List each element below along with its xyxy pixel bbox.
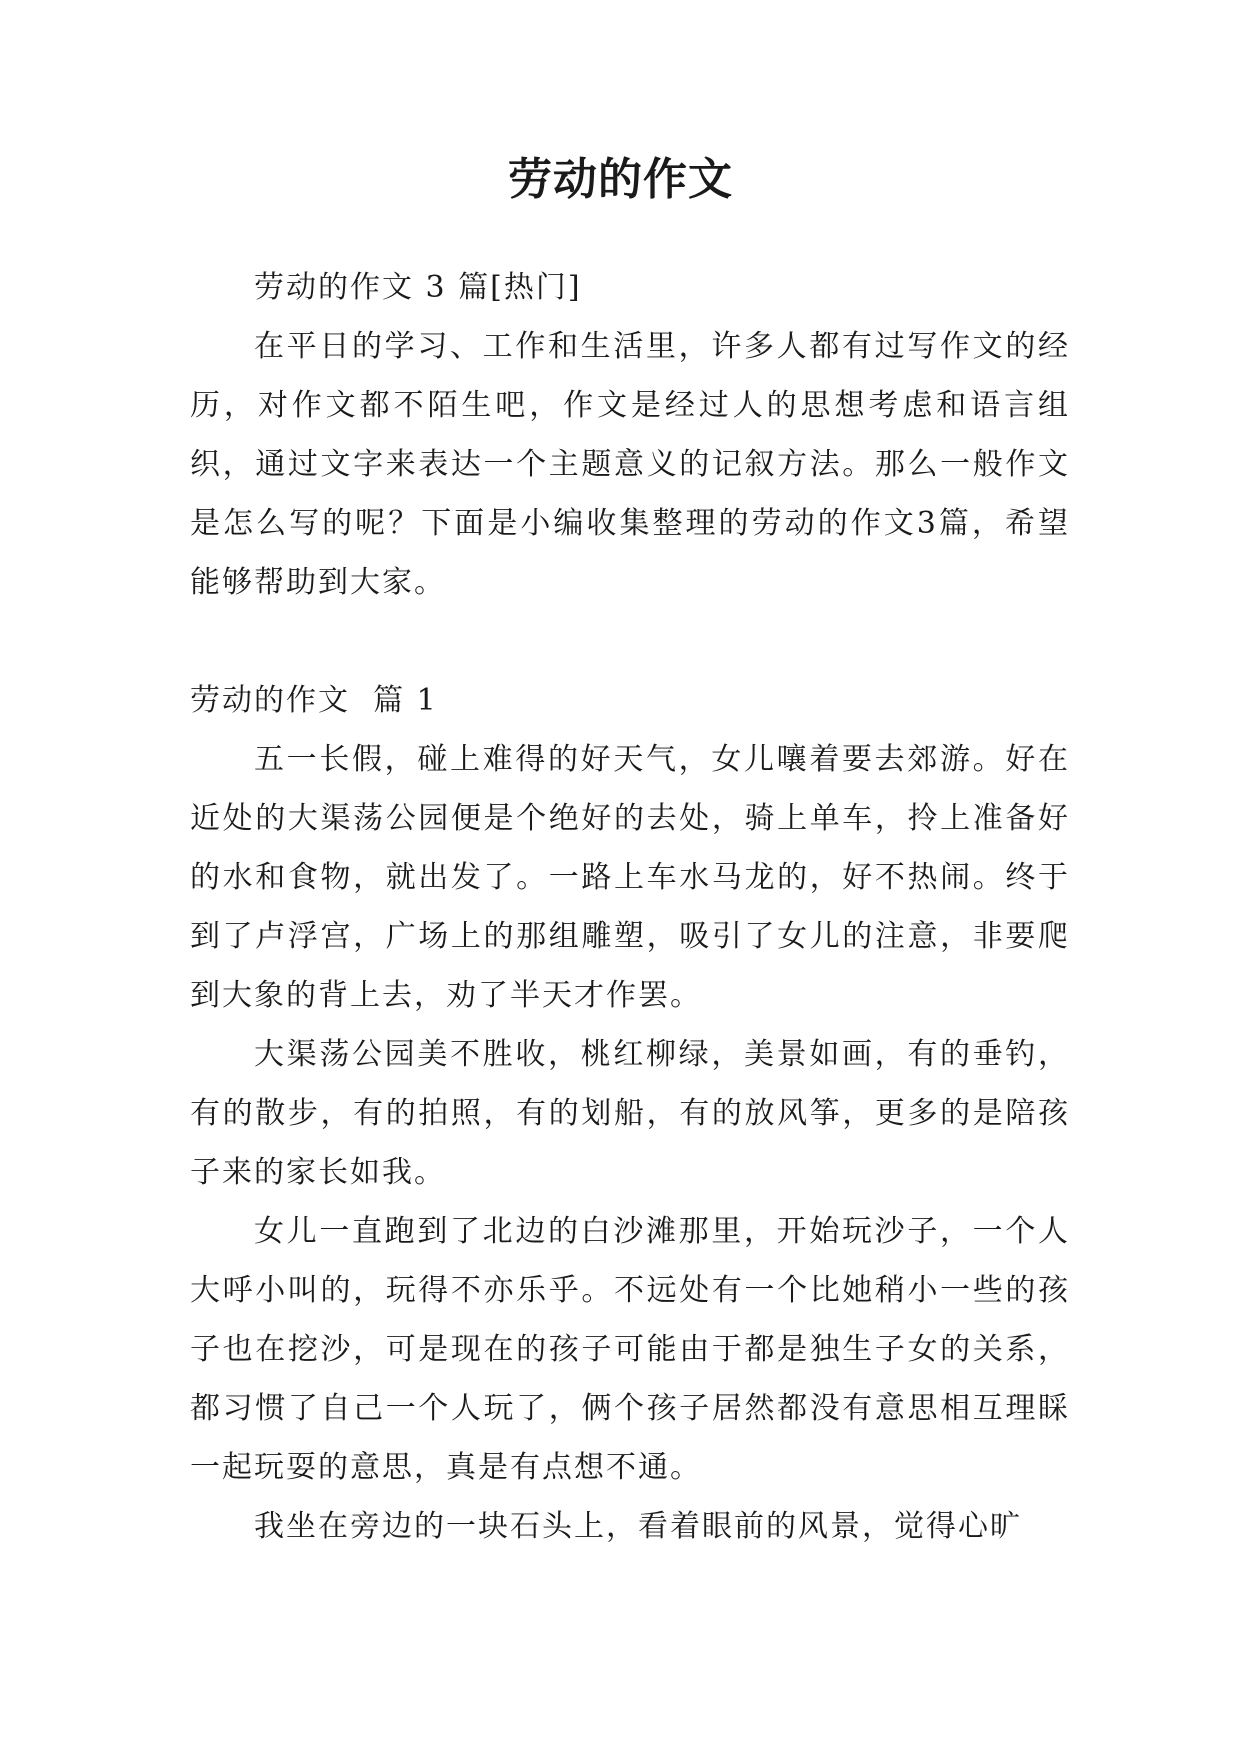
- body-paragraph-1: 五一长假，碰上难得的好天气，女儿嚷着要去郊游。好在近处的大渠荡公园便是个绝好的去处，骑上单车，拎上准备好的水和食物，就出发了。一路上车水马龙的，好不热闹。终于到了卢浮宫，广场上的那组雕塑，吸引了女儿的注意，非要爬到大象的背上去，劝了半天才作罢。: [190, 742, 1070, 1013]
- intro-paragraph: 在平日的学习、工作和生活里，许多人都有过写作文的经历，对作文都不陌生吧，作文是经过人的思想考虑和语言组织，通过文字来表达一个主题意义的记叙方法。那么一般作文是怎么写的呢？下面是小编收集整理的劳动的作文3篇，希望能够帮助到大家。: [190, 329, 1070, 600]
- body-paragraph-2: 大渠荡公园美不胜收，桃红柳绿，美景如画，有的垂钓，有的散步，有的拍照，有的划船，有的放风筝，更多的是陪孩子来的家长如我。: [190, 1037, 1070, 1190]
- body-paragraph-4: 我坐在旁边的一块石头上，看着眼前的风景，觉得心旷: [254, 1509, 1022, 1544]
- body-paragraph-3: 女儿一直跑到了北边的白沙滩那里，开始玩沙子，一个人大呼小叫的，玩得不亦乐乎。不远处有一个比她稍小一些的孩子也在挖沙，可是现在的孩子可能由于都是独生子女的关系，都习惯了自己一个人玩了，俩个孩子居然都没有意思相互理睬一起玩耍的意思，真是有点想不通。: [190, 1214, 1070, 1485]
- document-subtitle: 劳动的作文 3 篇[热门]: [254, 270, 582, 305]
- document-body: [190, 258, 1070, 1556]
- section-heading: 劳动的作文 篇 1: [190, 683, 438, 718]
- document-title: 劳动的作文: [508, 154, 733, 205]
